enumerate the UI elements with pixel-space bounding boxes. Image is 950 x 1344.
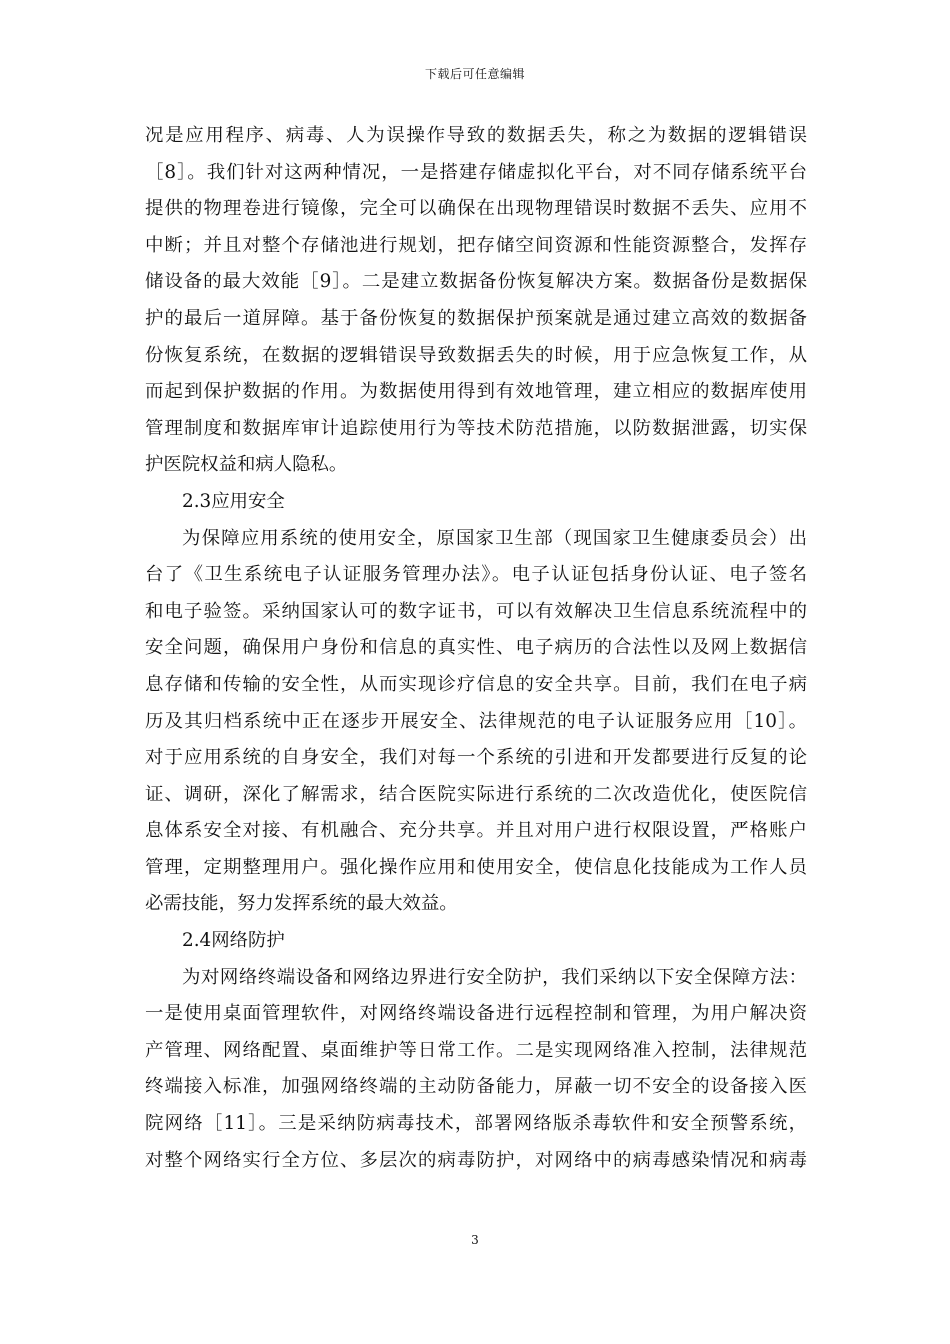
text-line: 对于应用系统的自身安全，我们对每一个系统的引进和开发都要进行反复的论 [145, 747, 807, 769]
text-line: 息体系安全对接、有机融合、充分共享。并且对用户进行权限设置，严格账户 [145, 820, 807, 842]
text-line: 息存储和传输的安全性，从而实现诊疗信息的安全共享。目前，我们在电子病 [145, 673, 807, 695]
text-line: 护的最后一道屏障。基于备份恢复的数据保护预案就是通过建立高效的数据备 [145, 307, 807, 329]
text-line: 护医院权益和病人隐私。 [145, 454, 348, 476]
text-line: 历及其归档系统中正在逐步开展安全、法律规范的电子认证服务应用［10］。 [145, 710, 807, 732]
text-line: 一是使用桌面管理软件，对网络终端设备进行远程控制和管理，为用户解决资 [145, 1003, 807, 1025]
text-line: 储设备的最大效能［9］。二是建立数据备份恢复解决方案。数据备份是数据保 [145, 271, 807, 293]
text-line: 为对网络终端设备和网络边界进行安全防护，我们采纳以下安全保障方法： [182, 966, 807, 988]
text-line: 和电子验签。采纳国家认可的数字证书，可以有效解决卫生信息系统流程中的 [145, 600, 807, 622]
text-line: ［8］。我们针对这两种情况，一是搭建存储虚拟化平台，对不同存储系统平台 [145, 161, 807, 183]
text-line: 份恢复系统，在数据的逻辑错误导致数据丢失的时候，用于应急恢复工作，从 [145, 344, 807, 366]
text-line: 为保障应用系统的使用安全，原国家卫生部（现国家卫生健康委员会）出 [182, 527, 807, 549]
text-line: 终端接入标准，加强网络终端的主动防备能力，屏蔽一切不安全的设备接入医 [145, 1076, 807, 1098]
text-line: 必需技能，努力发挥系统的最大效益。 [145, 893, 458, 915]
text-line: 况是应用程序、病毒、人为误操作导致的数据丢失，称之为数据的逻辑错误 [145, 125, 807, 146]
text-line: 提供的物理卷进行镜像，完全可以确保在出现物理错误时数据不丢失、应用不 [145, 198, 807, 220]
page-header: 下载后可任意编辑 [424, 67, 525, 81]
text-line: 管理，定期整理用户。强化操作应用和使用安全，使信息化技能成为工作人员 [145, 856, 807, 878]
text-line: 院网络［11］。三是采纳防病毒技术，部署网络版杀毒软件和安全预警系统， [145, 1113, 807, 1135]
text-line: 台了《卫生系统电子认证服务管理办法》。电子认证包括身份认证、电子签名 [145, 564, 807, 586]
text-line: 管理制度和数据库审计追踪使用行为等技术防范措施，以防数据泄露，切实保 [145, 417, 807, 439]
text-line: 而起到保护数据的作用。为数据使用得到有效地管理，建立相应的数据库使用 [145, 381, 807, 403]
text-line: 安全问题，确保用户身份和信息的真实性、电子病历的合法性以及网上数据信 [145, 637, 807, 659]
page-number: 3 [471, 1233, 479, 1247]
text-line: 证、调研，深化了解需求，结合医院实际进行系统的二次改造优化，使医院信 [145, 783, 807, 805]
text-line: 产管理、网络配置、桌面维护等日常工作。二是实现网络准入控制，法律规范 [145, 1039, 807, 1061]
section-heading: 2.3应用安全 [182, 490, 285, 512]
text-line: 中断；并且对整个存储池进行规划，把存储空间资源和性能资源整合，发挥存 [145, 234, 807, 256]
text-line: 对整个网络实行全方位、多层次的病毒防护，对网络中的病毒感染情况和病毒 [145, 1149, 807, 1171]
document-body [145, 118, 807, 1179]
section-heading: 2.4网络防护 [182, 930, 285, 952]
